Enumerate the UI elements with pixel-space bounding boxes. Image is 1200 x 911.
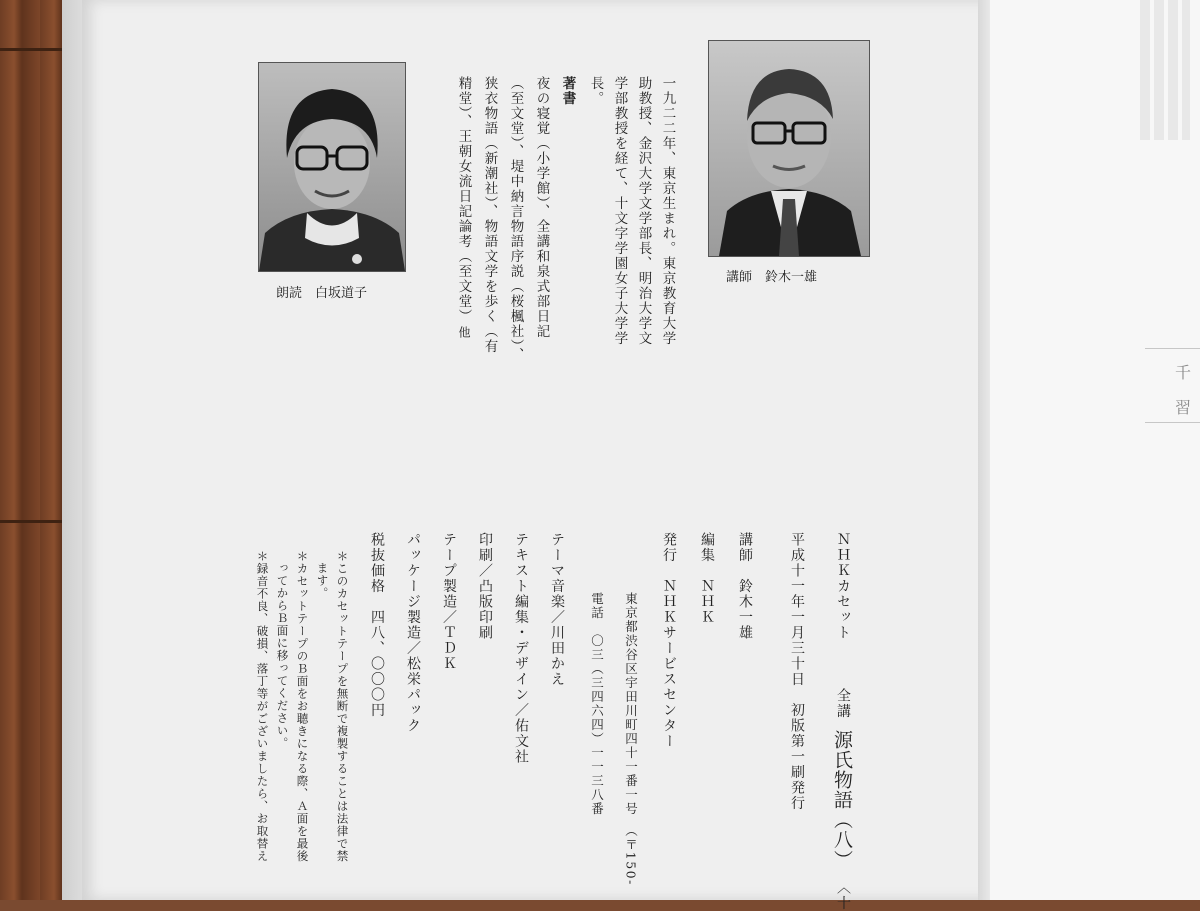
right-page-char: 習: [1175, 398, 1192, 417]
reader-caption: 朗読 白坂道子: [276, 286, 368, 301]
works-tail: 他: [457, 326, 471, 340]
reader-portrait-drawing: [259, 63, 405, 271]
series-prefix: ＮＨＫカセット: [835, 532, 851, 641]
bio-line: 助教授、金沢大学文学部長、明治大学文: [635, 76, 652, 346]
date-line: 平成十一年一月三十日 初版第一刷発行: [789, 532, 805, 811]
bio-line: 長。: [587, 76, 604, 106]
bio-line: 一九二二年、東京生まれ。東京教育大学: [659, 76, 676, 346]
right-page-rule: [1145, 422, 1200, 423]
note-line: ＊録音不良、破損、落丁等がございましたら、お取替え: [255, 550, 270, 863]
right-page-rule: [1145, 348, 1200, 349]
works-line: 精堂）、王朝女流日記論考（至文堂）: [455, 76, 472, 325]
works-line: 夜の寝覚（小学館）、全講和泉式部日記: [533, 76, 550, 340]
lecturer-line: 講師 鈴木一雄: [737, 532, 753, 641]
book-title: 源氏物語（八）: [831, 730, 853, 870]
address-line: 東京都渋谷区宇田川町四十一番一号 （〒150-: [623, 592, 639, 886]
lecturer-photo: [708, 40, 870, 257]
price-line: 税抜価格 四八、〇〇〇円: [369, 532, 385, 718]
title-tail: 〈十: [835, 880, 851, 911]
package-line: パッケージ製造／松栄パック: [405, 532, 421, 734]
reader-photo: [258, 62, 406, 272]
note-line: ＊このカセットテープを無断で複製することは法律で禁: [335, 550, 350, 863]
works-heading: 著書: [559, 76, 576, 106]
works-line: 狭衣物語（新潮社）、物語文学を歩く（有: [481, 76, 498, 355]
phone-line: 電話 〇三（三四六四）一一三八番: [589, 592, 605, 816]
publisher-line: 発行 ＮＨＫサービスセンター: [661, 532, 677, 749]
text-design-line: テキスト編集・デザイン／佑文社: [513, 532, 529, 765]
title-small: 全講: [835, 688, 851, 719]
show-through-text: [1140, 0, 1190, 140]
bio-line: 学部教授を経て、十文字学園女子大学学: [611, 76, 628, 346]
works-line: （至文堂）、堤中納言物語序説（桜楓社）、: [507, 76, 524, 363]
note-line: ＊カセットテープのＢ面をお聴きになる際、Ａ面を最後: [295, 550, 310, 863]
lecturer-caption: 講師 鈴木一雄: [726, 270, 818, 285]
right-page-char: 千: [1175, 363, 1192, 382]
tape-line: テープ製造／ＴＤＫ: [441, 532, 457, 672]
note-line: ってからＢ面に移ってください。: [275, 562, 290, 750]
lecturer-portrait-drawing: [709, 41, 869, 256]
music-line: テーマ音楽／川田かえ: [549, 532, 565, 687]
editor-line: 編集 ＮＨＫ: [699, 532, 715, 625]
printing-line: 印刷／凸版印刷: [477, 532, 493, 641]
note-line: ます。: [315, 562, 330, 600]
